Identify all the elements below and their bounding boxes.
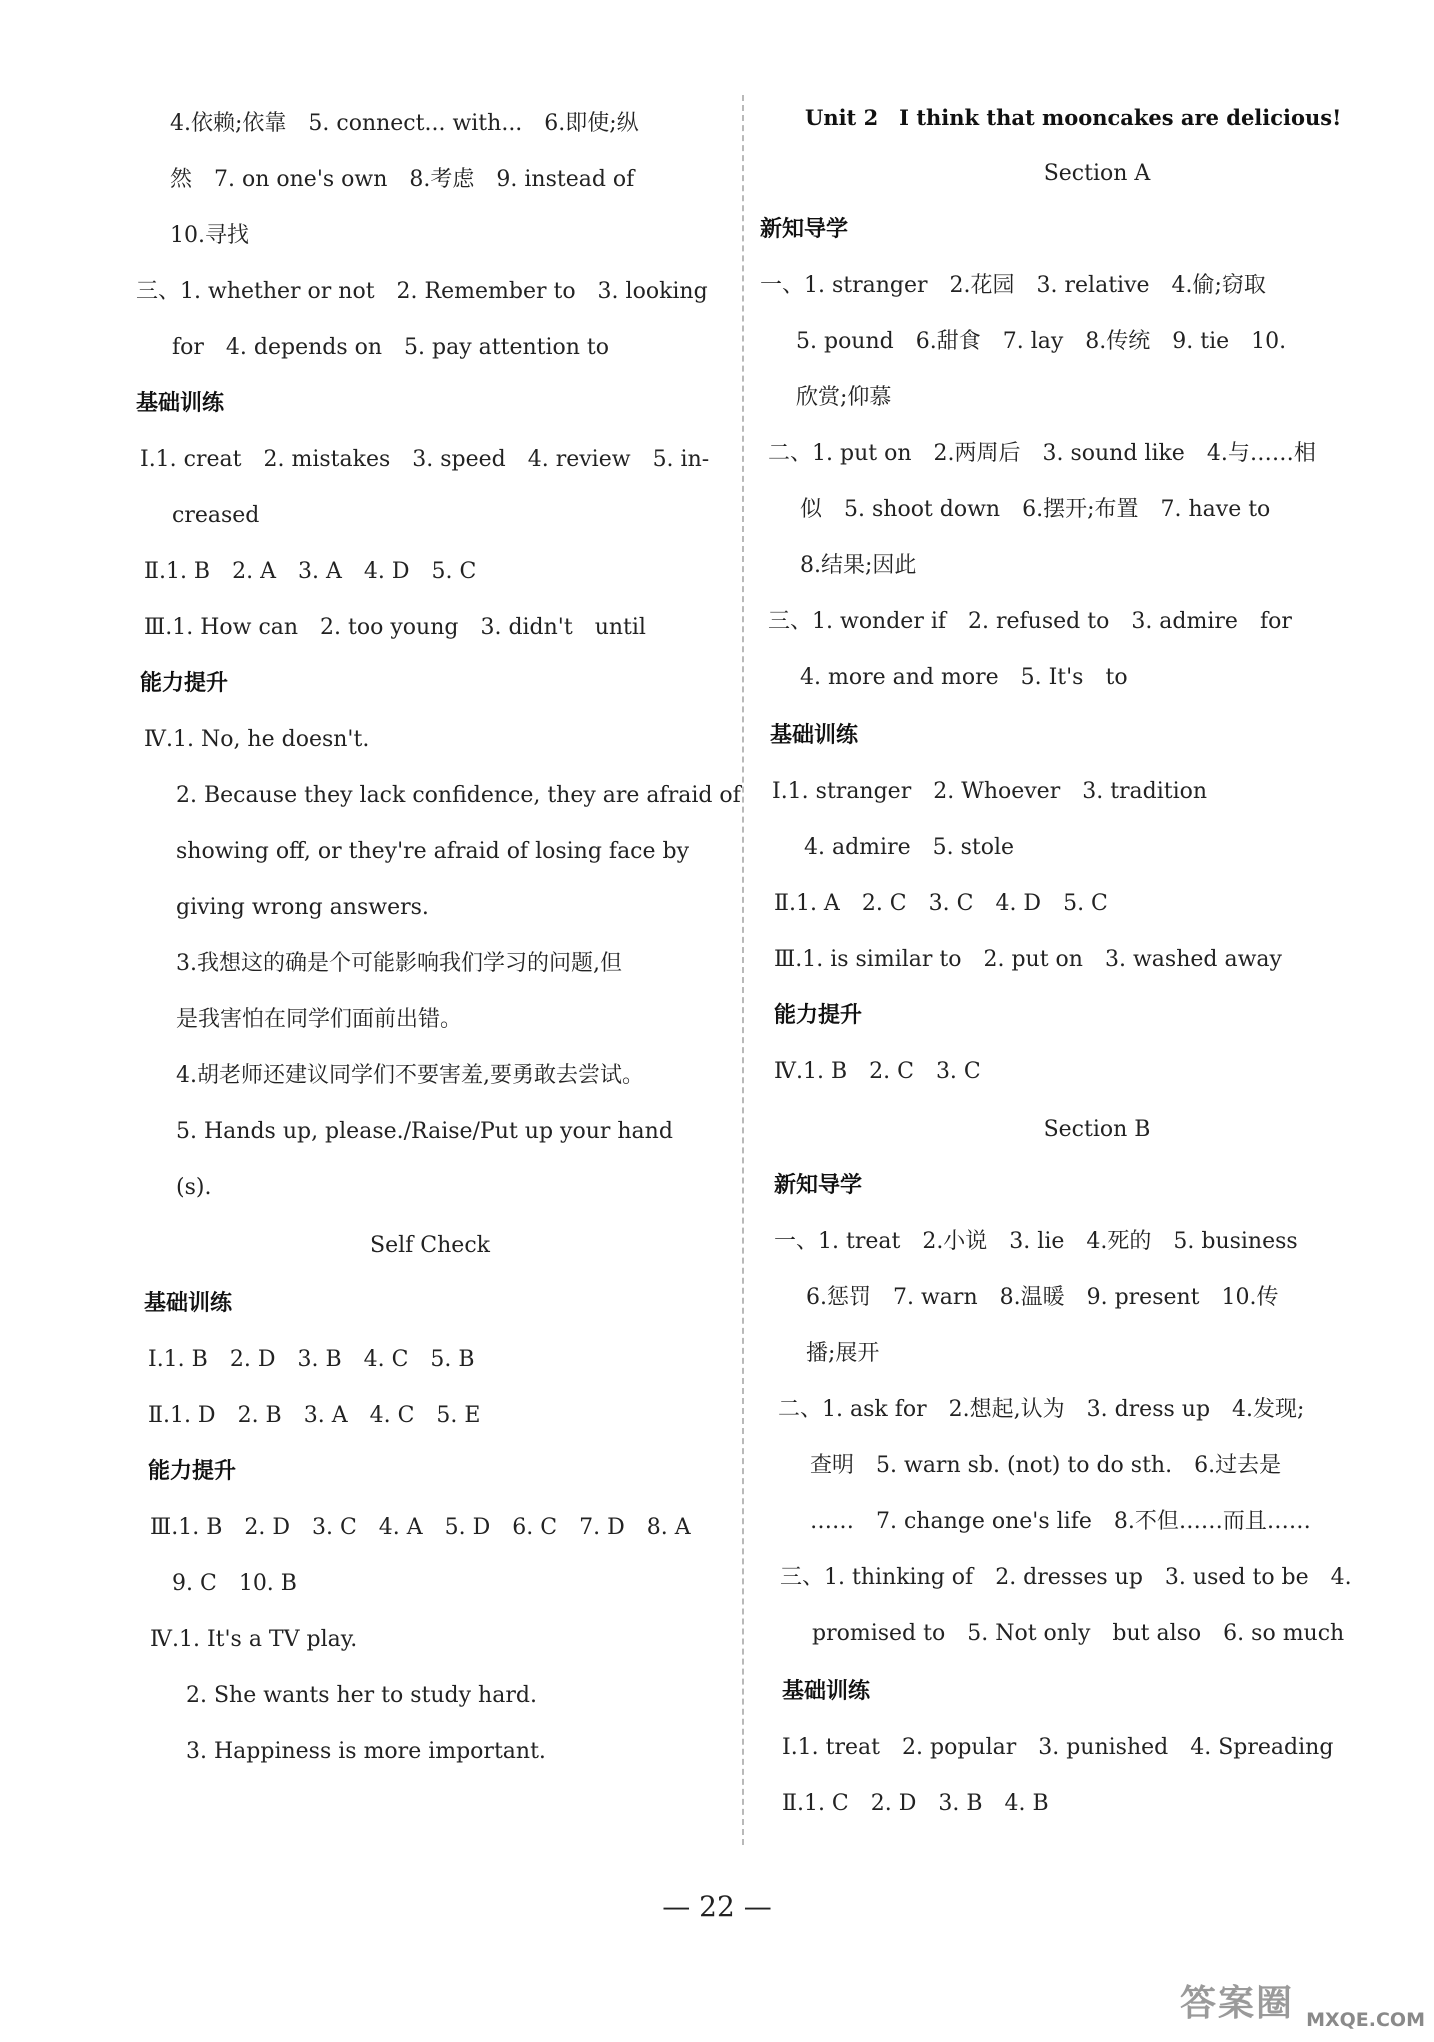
- watermark-logo: 答案圈: [1180, 1983, 1295, 2024]
- answer-line: showing off, or they're afraid of losing face by: [176, 839, 690, 864]
- answer-line: Ⅲ.1. How can 2. too young 3. didn't until: [144, 615, 646, 640]
- section-heading: 新知导学: [774, 1173, 863, 1198]
- answer-line: giving wrong answers.: [176, 895, 429, 920]
- answer-line: Ⅱ.1. A 2. C 3. C 4. D 5. C: [774, 891, 1108, 916]
- answer-line: 三、1. thinking of 2. dresses up 3. used to be 4.: [780, 1565, 1352, 1590]
- answer-line: 5. pound 6.甜食 7. lay 8.传统 9. tie 10.: [796, 329, 1287, 354]
- answer-line: 二、1. ask for 2.想起,认为 3. dress up 4.发现;: [778, 1397, 1305, 1422]
- watermark: [1160, 1975, 1425, 2035]
- section-title: Section A: [1043, 161, 1151, 186]
- answer-line: 一、1. stranger 2.花园 3. relative 4.偷;窃取: [760, 273, 1266, 298]
- answer-line: 9. C 10. B: [172, 1571, 297, 1596]
- answer-line: 3. Happiness is more important.: [186, 1739, 546, 1764]
- answer-line: Ⅲ.1. is similar to 2. put on 3. washed away: [774, 947, 1282, 972]
- page-number: — 22 —: [662, 1890, 772, 1923]
- answer-line: 一、1. treat 2.小说 3. lie 4.死的 5. business: [774, 1229, 1298, 1254]
- answer-line: 6.惩罚 7. warn 8.温暖 9. present 10.传: [806, 1285, 1279, 1310]
- answer-line: 8.结果;因此: [800, 553, 917, 578]
- section-heading: 能力提升: [140, 671, 229, 696]
- answer-line: creased: [172, 503, 260, 528]
- section-heading: 基础训练: [144, 1291, 233, 1316]
- answer-line: 欣赏;仰慕: [796, 385, 892, 410]
- answer-line: …… 7. change one's life 8.不但……而且……: [810, 1509, 1311, 1534]
- answer-line: Ⅱ.1. B 2. A 3. A 4. D 5. C: [144, 559, 477, 584]
- answer-line: Ⅰ.1. creat 2. mistakes 3. speed 4. review 5. in-: [140, 447, 710, 472]
- section-heading: 新知导学: [760, 217, 849, 242]
- answer-line: Ⅲ.1. B 2. D 3. C 4. A 5. D 6. C 7. D 8. A: [150, 1515, 691, 1540]
- answer-line: (s).: [176, 1175, 212, 1200]
- section-title: Self Check: [370, 1233, 490, 1258]
- answer-line: 2. She wants her to study hard.: [186, 1683, 537, 1708]
- answer-line: 4. more and more 5. It's to: [800, 665, 1128, 690]
- answer-line: Ⅰ.1. B 2. D 3. B 4. C 5. B: [148, 1347, 475, 1372]
- answer-line: 是我害怕在同学们面前出错。: [176, 1007, 463, 1032]
- answer-line: 播;展开: [806, 1341, 880, 1366]
- answer-line: 似 5. shoot down 6.摆开;布置 7. have to: [800, 497, 1271, 522]
- section-title: Section B: [1043, 1117, 1151, 1142]
- unit-title: Unit 2 I think that mooncakes are delicious!: [805, 105, 1342, 130]
- answer-line: 然 7. on one's own 8.考虑 9. instead of: [170, 167, 635, 192]
- answer-line: Ⅳ.1. No, he doesn't.: [144, 727, 370, 752]
- section-heading: 能力提升: [774, 1003, 863, 1028]
- answer-line: Ⅰ.1. stranger 2. Whoever 3. tradition: [772, 779, 1208, 804]
- answer-line: for 4. depends on 5. pay attention to: [172, 335, 610, 360]
- answer-line: 三、1. wonder if 2. refused to 3. admire for: [768, 609, 1292, 634]
- answer-line: 4. admire 5. stole: [804, 835, 1015, 860]
- answer-line: 2. Because they lack confidence, they are afraid of: [176, 783, 741, 808]
- answer-line: 4.依赖;依靠 5. connect... with... 6.即使;纵: [170, 111, 639, 136]
- answer-line: Ⅰ.1. treat 2. popular 3. punished 4. Spreading: [782, 1735, 1334, 1760]
- answer-line: 查明 5. warn sb. (not) to do sth. 6.过去是: [810, 1453, 1282, 1478]
- answer-line: 二、1. put on 2.两周后 3. sound like 4.与……相: [768, 441, 1316, 466]
- watermark-url: MXQE.COM: [1306, 2009, 1425, 2031]
- section-heading: 基础训练: [782, 1679, 871, 1704]
- section-heading: 基础训练: [770, 723, 859, 748]
- answer-line: Ⅳ.1. It's a TV play.: [150, 1627, 358, 1652]
- answer-line: Ⅱ.1. D 2. B 3. A 4. C 5. E: [148, 1403, 481, 1428]
- answer-line: Ⅱ.1. C 2. D 3. B 4. B: [782, 1791, 1049, 1816]
- answer-line: 4.胡老师还建议同学们不要害羞,要勇敢去尝试。: [176, 1063, 644, 1088]
- answer-line: 3.我想这的确是个可能影响我们学习的问题,但: [176, 951, 622, 976]
- section-heading: 能力提升: [148, 1459, 237, 1484]
- column-divider: [742, 95, 744, 1845]
- answer-line: 10.寻找: [170, 223, 249, 248]
- answer-line: Ⅳ.1. B 2. C 3. C: [774, 1059, 981, 1084]
- section-heading: 基础训练: [136, 391, 225, 416]
- answer-line: promised to 5. Not only but also 6. so much: [812, 1621, 1345, 1646]
- answer-line: 三、1. whether or not 2. Remember to 3. looking: [136, 279, 708, 304]
- answer-line: 5. Hands up, please./Raise/Put up your hand: [176, 1119, 673, 1144]
